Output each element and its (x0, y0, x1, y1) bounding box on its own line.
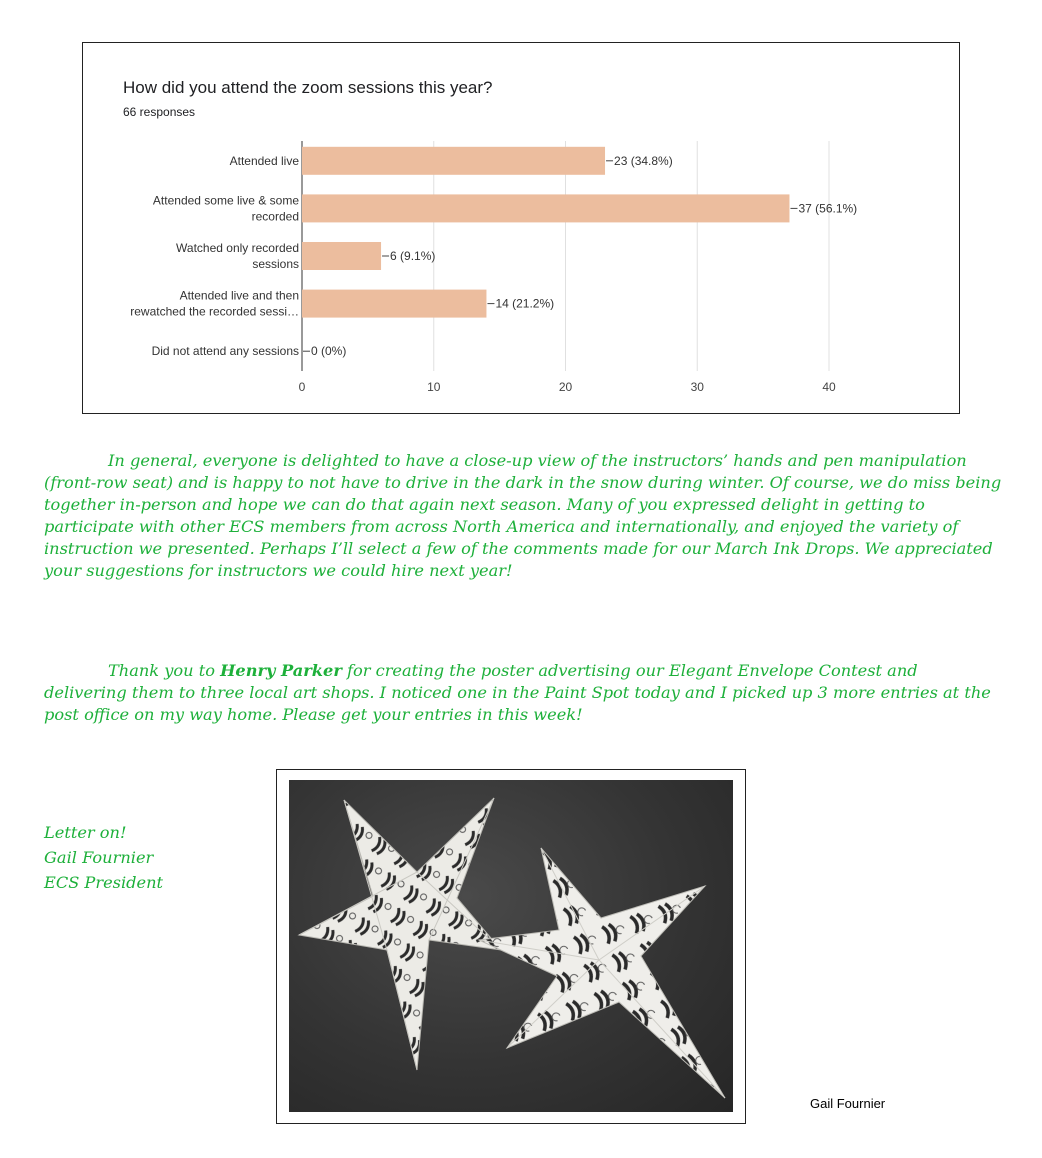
signoff (44, 820, 163, 895)
signoff-line-3: ECS President (44, 873, 164, 892)
paragraph-thanks (44, 660, 1004, 726)
category-label-1-1: recorded (251, 209, 299, 224)
data-label-3: 14 (21.2%) (495, 296, 555, 311)
photo-caption: Gail Fournier (810, 1096, 886, 1111)
category-label-2-0: Watched only recorded (176, 241, 299, 255)
category-label-0-0: Attended live (229, 153, 299, 168)
bar-2 (302, 242, 381, 270)
signoff-line-2: Gail Fournier (44, 848, 154, 867)
data-label-2: 6 (9.1%) (390, 249, 436, 263)
paragraph-thanks-rest: for creating the poster advertising our Elegant Envelope Contest and delivering them to three local art shops. I noticed one in the Paint Spot today and I picked up 3 more entries at the post office on my way home. Please get your entries in this week! (44, 661, 991, 724)
volunteer-name: Henry Parker (220, 661, 342, 680)
data-label-1: 37 (56.1%) (798, 201, 858, 216)
chart-title: How did you attend the zoom sessions this year? (123, 78, 493, 97)
data-label-0: 23 (34.8%) (614, 153, 673, 168)
signoff-line-1: Letter on! (44, 823, 127, 842)
origami-stars-photo (289, 780, 733, 1112)
category-label-2-1: sessions (252, 257, 299, 271)
x-tick-label-2: 20 (558, 380, 573, 394)
x-tick-label-4: 40 (822, 380, 836, 394)
data-label-4: 0 (0%) (311, 344, 347, 359)
category-label-1-0: Attended some live & some (152, 193, 299, 208)
category-label-3-1: rewatched the recorded sessi… (130, 304, 299, 319)
x-tick-label-3: 30 (690, 380, 704, 394)
chart-subtitle: 66 responses (123, 105, 196, 119)
origami-star-left (299, 798, 501, 1070)
photo-frame (276, 769, 746, 1124)
x-tick-label-1: 10 (427, 380, 441, 394)
paragraph-general-text: In general, everyone is delighted to have a close-up view of the instructors’ hands and pen manipulation (front-row seat) and is happy to not have to drive in the dark in the snow during winter. Of course, we do miss being together in-person and hope we can do that again next season. Many of you expressed delight in getting to participate with other ECS members from across North America and internationally, and enjoyed the variety of instruction we presented. Perhaps I’ll select a few of the comments made for our March Ink Drops. We appreciated your suggestions for instructors we could hire next year! (44, 451, 1002, 580)
bar-1 (302, 194, 789, 222)
origami-stars-illustration (289, 780, 733, 1112)
paragraph-thanks-prefix: Thank you to (108, 661, 221, 680)
survey-chart (82, 42, 960, 414)
x-tick-label-0: 0 (298, 380, 306, 394)
bar-chart-svg (83, 43, 959, 413)
category-label-4-0: Did not attend any sessions (151, 344, 299, 359)
paragraph-general (44, 450, 1004, 582)
bar-3 (302, 290, 486, 318)
category-label-3-0: Attended live and then (179, 288, 299, 303)
origami-star-right (479, 848, 725, 1098)
bar-0 (302, 147, 605, 175)
